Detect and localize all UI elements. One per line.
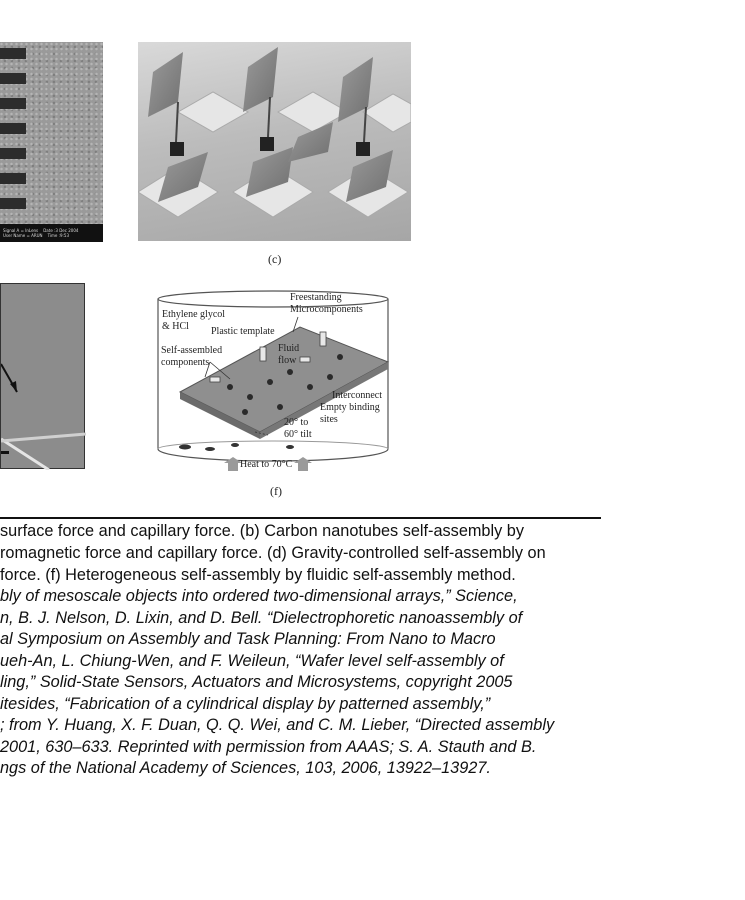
scale-bar [1, 451, 9, 454]
caption-line: ling,” Solid-State Sensors, Actuators and Microsystems, copyright 2005 [0, 673, 513, 691]
electrode-micrograph-panel [0, 283, 85, 469]
panel-label-c: (c) [268, 252, 282, 266]
label-self-assembled: Self-assembled components [161, 345, 223, 368]
sem-micrograph-panel [0, 42, 103, 242]
label-heat: Heat to 70°C [240, 459, 293, 470]
light-line [1, 434, 86, 441]
caption-line: ngs of the National Academy of Sciences, 103, 2006, 13922–13927. [0, 759, 491, 777]
label-interconnect: Interconnect [332, 390, 382, 401]
label-ethylene-glycol: Ethylene glycol & HCl [162, 309, 226, 332]
label-freestanding: Freestanding Microcomponents [290, 292, 363, 315]
microstructure-photo-panel [138, 42, 411, 241]
light-line [1, 439, 49, 470]
caption-line: surface force and capillary force. (b) Carbon nanotubes self-assembly by [0, 522, 524, 540]
electrode-illustration [1, 284, 86, 470]
label-fluid-flow: Fluid flow [278, 343, 300, 366]
panel-label-f: (f) [270, 484, 282, 498]
caption-line: ueh-An, L. Chiung-Wen, and F. Weileun, “Wafer level self-assembly of [0, 652, 504, 670]
label-plastic-template: Plastic template [211, 326, 275, 337]
sem-metadata-text: Signal A = InLens Date :3 Dec 2004 User Name = ARUN Time :9:53 [3, 228, 79, 238]
caption-line: n, B. J. Nelson, D. Lixin, and D. Bell. “Dielectrophoretic nanoassembly of [0, 609, 523, 627]
caption-line: itesides, “Fabrication of a cylindrical display by patterned assembly,” [0, 695, 491, 713]
microstructure-illustration [138, 42, 411, 241]
label-empty-binding-sites: Empty binding sites [320, 402, 380, 425]
comb-structure [0, 48, 26, 220]
caption-line: 2001, 630–633. Reprinted with permission from AAAS; S. A. Stauth and B. [0, 738, 537, 756]
caption-line: al Symposium on Assembly and Task Planning: From Nano to Macro [0, 630, 496, 648]
caption-line: ; from Y. Huang, X. F. Duan, Q. Q. Wei, and C. M. Lieber, “Directed assembly [0, 716, 555, 734]
fluidic-self-assembly-diagram [150, 287, 395, 477]
caption-divider [0, 517, 601, 519]
label-tilt: 20° to 60° tilt [284, 417, 312, 440]
caption-line: romagnetic force and capillary force. (d) Gravity-controlled self-assembly on [0, 544, 546, 562]
caption-line: bly of mesoscale objects into ordered two-dimensional arrays,” Science, [0, 587, 518, 605]
sem-info-strip [0, 224, 103, 242]
caption-line: force. (f) Heterogeneous self-assembly by fluidic self-assembly method. [0, 566, 516, 584]
